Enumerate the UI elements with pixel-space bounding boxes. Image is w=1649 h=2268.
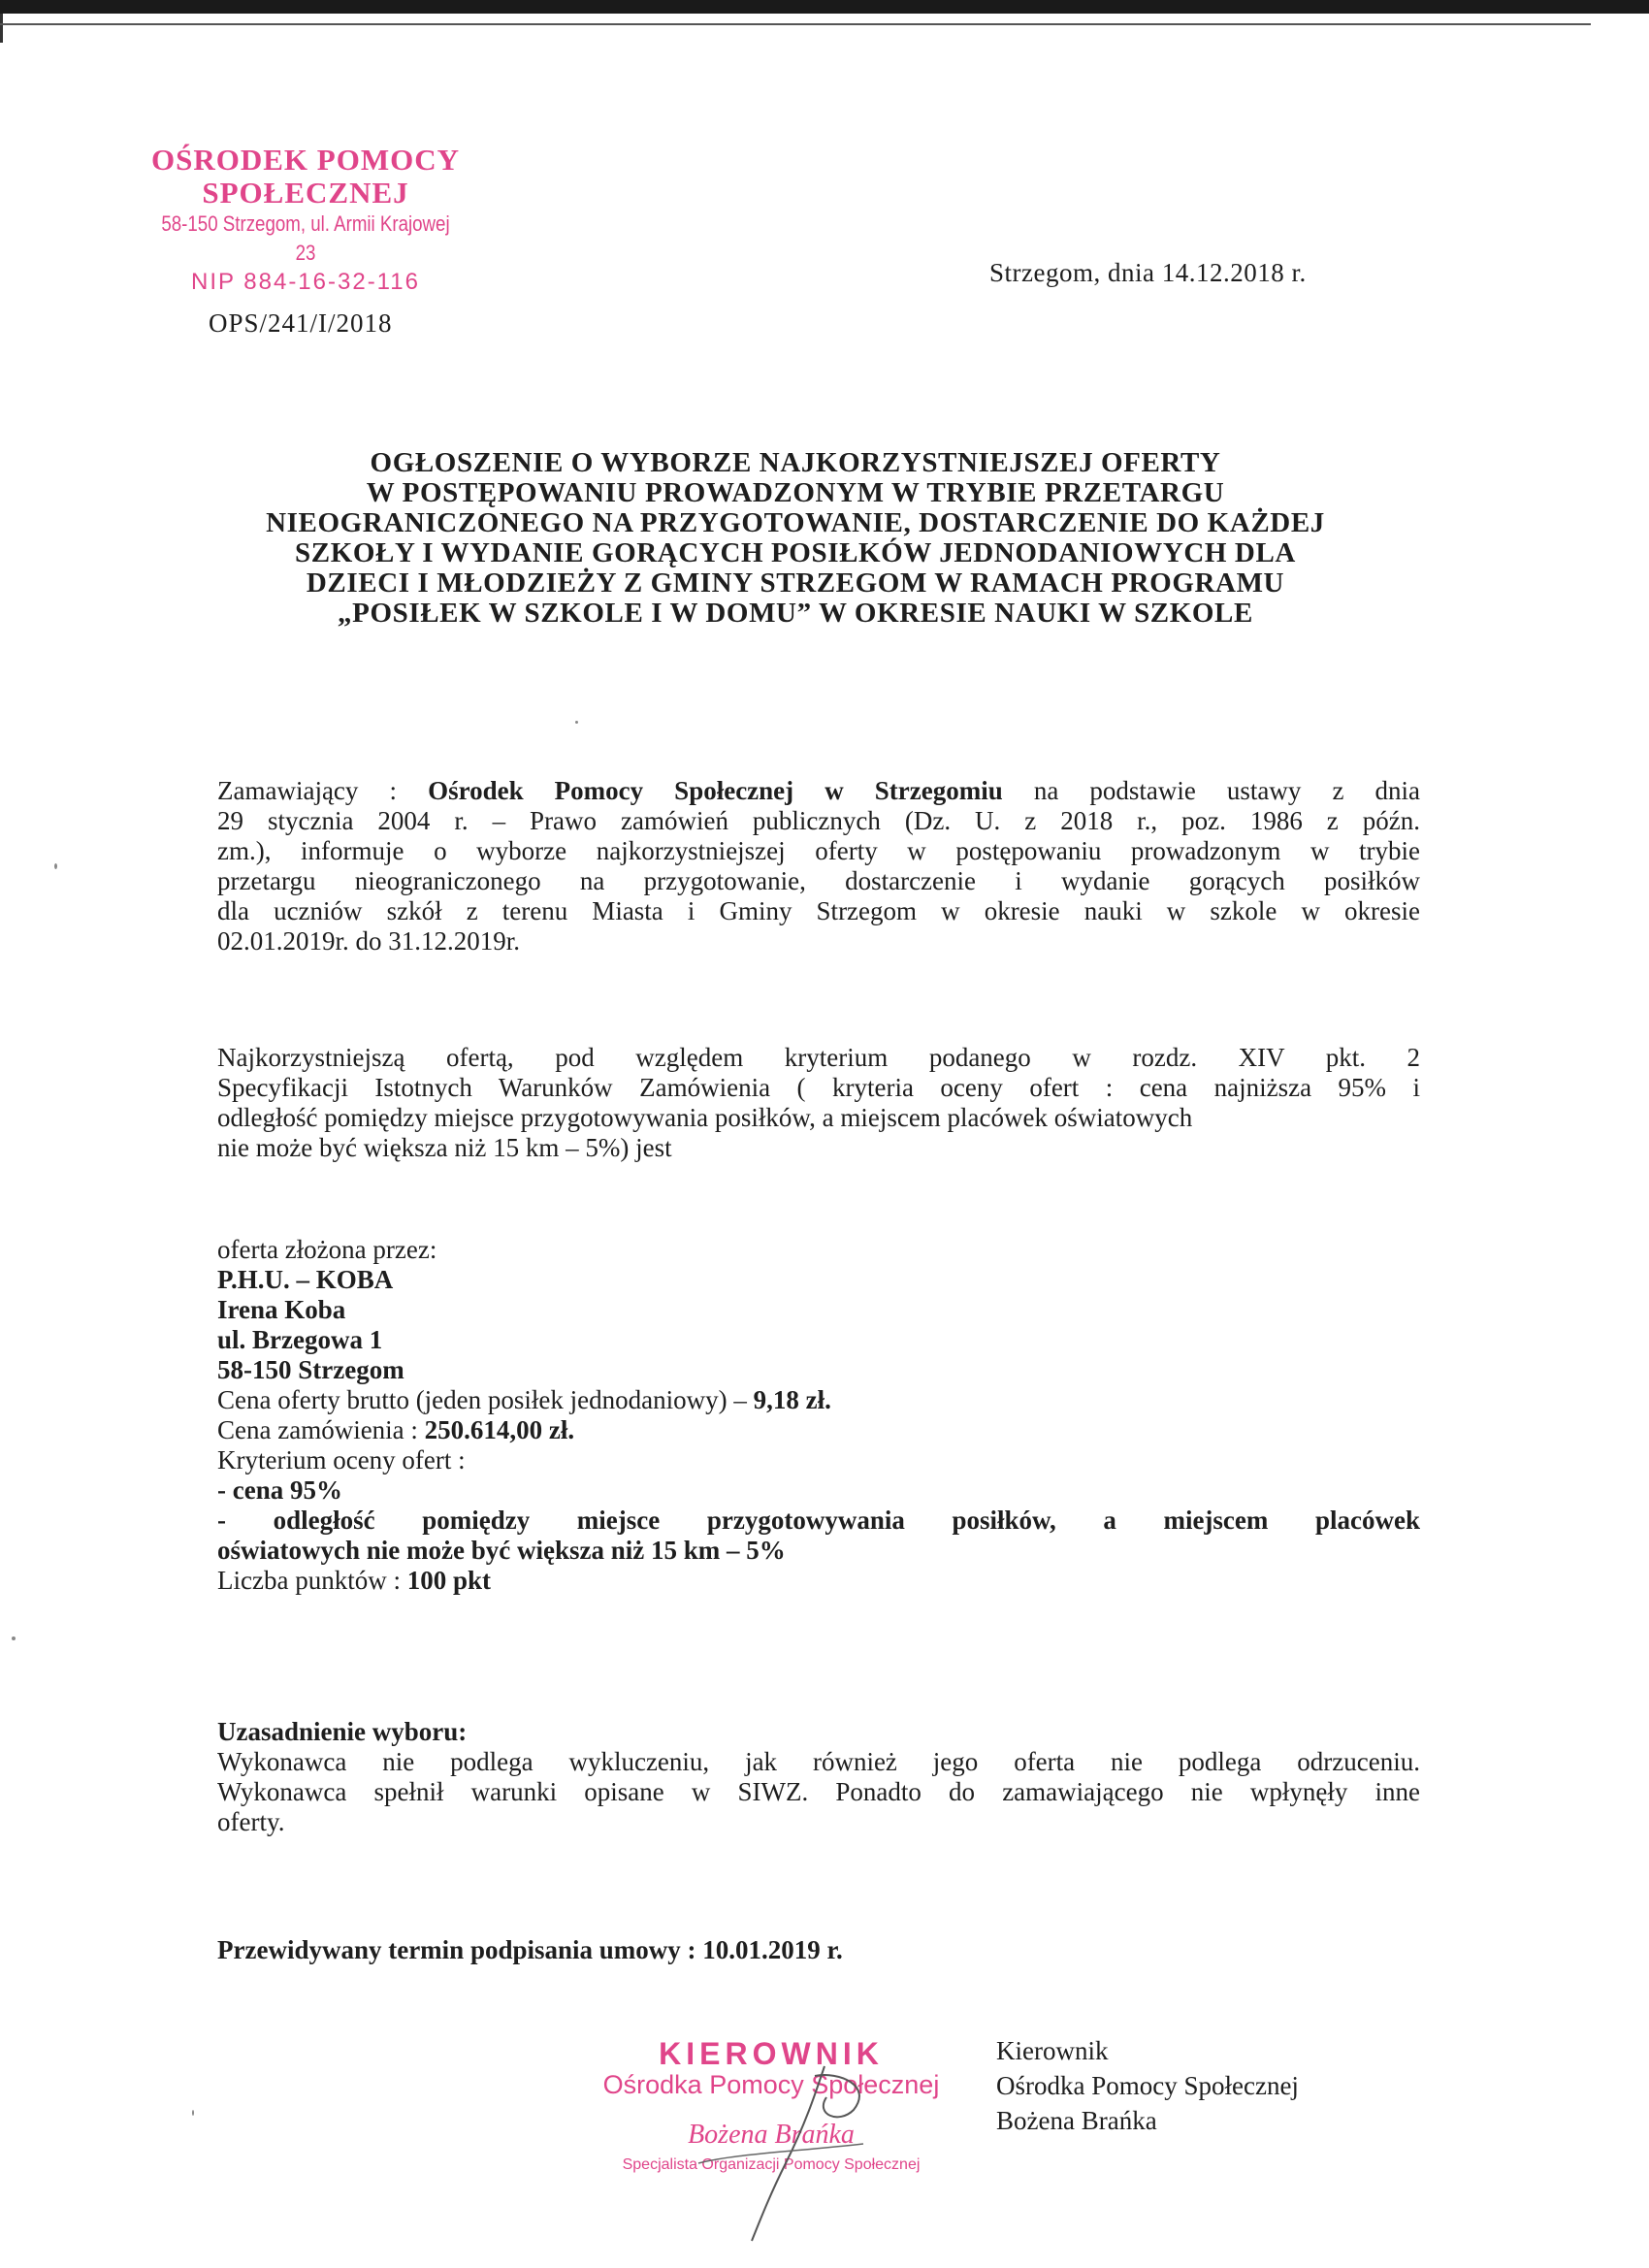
offer-intro: oferta złożona przez: [217,1235,437,1264]
paragraph-line: przetargu nieograniczonego na przygotowanie, dostarczenie i wydanie gorących posiłków [217,866,1420,895]
stamp-line-name-2: SPOŁECZNEJ [202,176,409,210]
document-title [170,448,1421,629]
stamp-title: KIEROWNIK [659,2036,884,2071]
justification-line: Wykonawca spełnił warunki opisane w SIWZ. Ponadto do zamawiającego nie wpłynęły inne [217,1777,1420,1806]
offer-price-label: Cena oferty brutto (jeden posiłek jednodaniowy) – [217,1385,754,1414]
paragraph-line: 02.01.2019r. do 31.12.2019r. [217,926,521,956]
justification-heading: Uzasadnienie wyboru: [217,1717,468,1746]
stamp-role: Specjalista Organizacji Pomocy Społecznej [622,2156,921,2173]
paragraph-announcement [217,776,1420,956]
paragraph-line: Specyfikacji Istotnych Warunków Zamówienia ( kryteria oceny ofert : cena najniższa 95% i [217,1073,1420,1102]
organization-stamp [126,144,485,297]
paragraph-best-offer [217,1043,1420,1163]
signer-title: Kierownik [996,2036,1109,2065]
offer-city: 58-150 Strzegom [217,1355,404,1384]
stamp-line-nip: NIP 884-16-32-116 [191,269,420,295]
paragraph-line: 29 stycznia 2004 r. – Prawo zamówień publicznych (Dz. U. z 2018 r., poz. 1986 z późn. [217,806,1420,835]
justification-section [217,1717,1420,1837]
title-line: NIEOGRANICZONEGO NA PRZYGOTOWANIE, DOSTARCZENIE DO KAŻDEJ [266,507,1325,538]
handwritten-signature [669,2057,941,2251]
title-line: „POSIŁEK W SZKOLE I W DOMU” W OKRESIE NAUKI W SZKOLE [338,598,1253,629]
scan-speck [192,2110,194,2116]
criteria-item: - cena 95% [217,1475,342,1505]
scan-edge-left [0,14,3,43]
stamp-org: Ośrodka Pomocy Społecznej [602,2070,940,2099]
points-value: 100 pkt [406,1566,491,1595]
paragraph-line: odległość pomiędzy miejsce przygotowywania posiłków, a miejscem placówek oświatowych [217,1103,1193,1132]
stamp-name: Bożena Brańka [688,2120,855,2150]
title-line: OGŁOSZENIE O WYBORZE NAJKORZYSTNIEJSZEJ OFERTY [370,447,1221,478]
signer-block [996,2033,1299,2138]
scan-edge-top [0,0,1649,14]
orderer-name: Ośrodek Pomocy Społecznej w Strzegomiu [428,776,1003,805]
paragraph-line: nie może być większa niż 15 km – 5%) jest [217,1133,672,1162]
scan-speck [575,721,578,724]
paragraph-line: zm.), informuje o wyborze najkorzystniejszej oferty w postępowaniu prowadzonym w trybie [217,836,1420,865]
order-price-label: Cena zamówienia : [217,1415,425,1444]
orderer-label: Zamawiający : [217,776,429,805]
title-line: DZIECI I MŁODZIEŻY Z GMINY STRZEGOM W RAMACH PROGRAMU [306,567,1285,599]
points-label: Liczba punktów : [217,1566,407,1595]
place-and-date: Strzegom, dnia 14.12.2018 r. [989,258,1307,287]
scan-speck [54,863,57,869]
scan-line [0,23,1591,25]
title-line: W POSTĘPOWANIU PROWADZONYM W TRYBIE PRZETARGU [366,477,1225,508]
offer-company: P.H.U. – KOBA [217,1265,394,1294]
paragraph-text: na podstawie ustawy z dnia [1002,776,1421,805]
offer-owner: Irena Koba [217,1295,346,1324]
justification-line: oferty. [217,1807,285,1836]
paragraph-line [217,776,1420,806]
justification-line: Wykonawca nie podlega wykluczeniu, jak również jego oferta nie podlega odrzuceniu. [217,1747,1420,1776]
scan-speck [12,1636,16,1640]
title-line: SZKOŁY I WYDANIE GORĄCYCH POSIŁKÓW JEDNODANIOWYCH DLA [295,537,1296,568]
reference-number: OPS/241/I/2018 [209,308,393,338]
paragraph-line: dla uczniów szkół z terenu Miasta i Gminy Strzegom w okresie nauki w szkole w okresie [217,896,1420,925]
criteria-item-cont: oświatowych nie może być większa niż 15 km – 5% [217,1536,786,1565]
stamp-line-name: OŚRODEK POMOCY [151,143,460,177]
order-price-value: 250.614,00 zł. [424,1415,575,1444]
signer-org: Ośrodka Pomocy Społecznej [996,2071,1299,2100]
signing-date: Przewidywany termin podpisania umowy : 10.01.2019 r. [217,1935,843,1964]
stamp-line-address: 58-150 Strzegom, ul. Armii Krajowej 23 [161,211,450,265]
offer-street: ul. Brzegowa 1 [217,1325,383,1354]
criteria-item: - odległość pomiędzy miejsce przygotowywania posiłków, a miejscem placówek [217,1506,1420,1535]
signer-name: Bożena Brańka [996,2106,1157,2135]
offer-price-value: 9,18 zł. [753,1385,831,1414]
offer-details [217,1235,1420,1596]
paragraph-line: Najkorzystniejszą ofertą, pod względem kryterium podanego w rozdz. XIV pkt. 2 [217,1043,1420,1072]
criteria-label: Kryterium oceny ofert : [217,1445,466,1474]
